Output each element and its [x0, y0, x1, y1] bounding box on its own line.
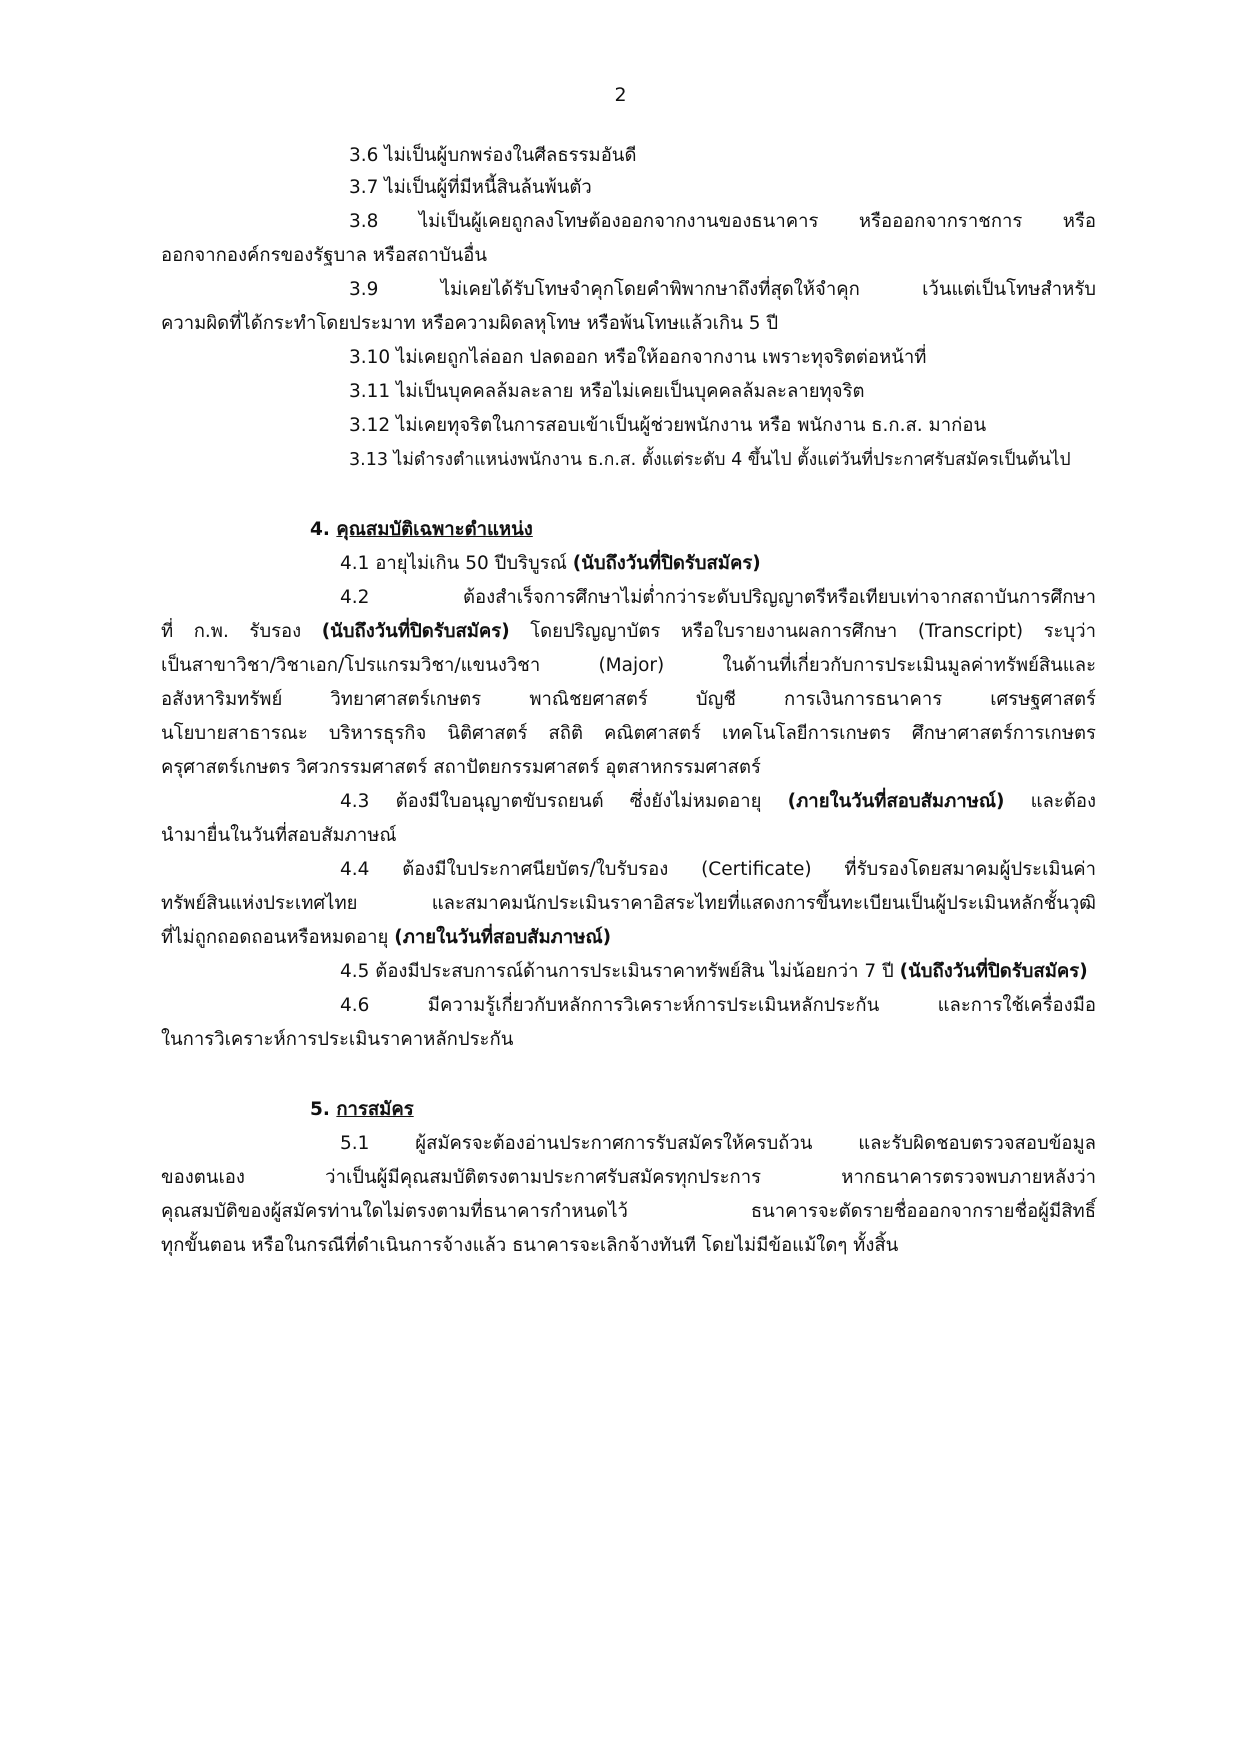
- item-4-2-line4: อสังหาริมทรัพย์ วิทยาศาสตร์เกษตร พาณิชยศาสตร์ บัญชี การเงินการธนาคาร เศรษฐศาสตร์: [161, 689, 1096, 710]
- item-4-2-text-post: โดยปริญญาบัตร หรือใบรายงานผลการศึกษา (Transcript) ระบุว่า: [509, 621, 1096, 642]
- section-5-heading: [310, 1098, 1241, 1122]
- item-3-12: 3.12 ไม่เคยทุจริตในการสอบเข้าเป็นผู้ช่วยพนักงาน หรือ พนักงาน ธ.ก.ส. มาก่อน: [349, 415, 987, 436]
- item-4-2-line3: เป็นสาขาวิชา/วิชาเอก/โปรแกรมวิชา/แขนงวิชา (Major) ในด้านที่เกี่ยวกับการประเมินมูลค่าทรัพย์สินและ: [161, 655, 1096, 676]
- item-5-1-line2: ของตนเอง ว่าเป็นผู้มีคุณสมบัติตรงตามประกาศรับสมัครทุกประการ หากธนาคารตรวจพบภายหลังว่า: [161, 1167, 1096, 1188]
- item-4-6-line2: ในการวิเคราะห์การประเมินราคาหลักประกัน: [161, 1029, 514, 1050]
- item-4-6-line1: 4.6 มีความรู้เกี่ยวกับหลักการวิเคราะห์การประเมินหลักประกัน และการใช้เครื่องมือ: [340, 995, 1096, 1016]
- item-3-10: 3.10 ไม่เคยถูกไล่ออก ปลดออก หรือให้ออกจากงาน เพราะทุจริตต่อหน้าที่: [349, 347, 927, 368]
- item-4-1-text: 4.1 อายุไม่เกิน 50 ปีบริบูรณ์: [340, 553, 573, 574]
- item-4-4-line1: 4.4 ต้องมีใบประกาศนียบัตร/ใบรับรอง (Certificate) ที่รับรองโดยสมาคมผู้ประเมินค่า: [340, 859, 1096, 880]
- item-4-4-text: ที่ไม่ถูกถอดถอนหรือหมดอายุ: [161, 927, 395, 948]
- item-4-1: [340, 552, 1096, 576]
- item-4-5: [340, 960, 1096, 984]
- item-5-1-line1: 5.1 ผู้สมัครจะต้องอ่านประกาศการรับสมัครให้ครบถ้วน และรับผิดชอบตรวจสอบข้อมูล: [340, 1133, 1096, 1154]
- item-3-7: 3.7 ไม่เป็นผู้ที่มีหนี้สินล้นพ้นตัว: [349, 177, 592, 198]
- item-5-1-line3: คุณสมบัติของผู้สมัครท่านใดไม่ตรงตามที่ธนาคารกำหนดไว้ ธนาคารจะตัดรายชื่อออกจากรายชื่อผู้มีสิทธิ์: [161, 1201, 1096, 1222]
- item-4-3-line2: นำมายื่นในวันที่สอบสัมภาษณ์: [161, 825, 397, 846]
- item-4-3-note: (ภายในวันที่สอบสัมภาษณ์): [787, 791, 1005, 812]
- item-3-13: 3.13 ไม่ดำรงตำแหน่งพนักงาน ธ.ก.ส. ตั้งแต่ระดับ 4 ขึ้นไป ตั้งแต่วันที่ประกาศรับสมัครเป็นต้นไป: [349, 450, 1071, 470]
- item-4-3-text-pre: 4.3 ต้องมีใบอนุญาตขับรถยนต์ ซึ่งยังไม่หมดอายุ: [340, 791, 788, 812]
- item-4-3-line1: [340, 790, 1096, 814]
- item-5-1-line4: ทุกขั้นตอน หรือในกรณีที่ดำเนินการจ้างแล้ว ธนาคารจะเลิกจ้างทันที โดยไม่มีข้อแม้ใดๆ ทั้งสิ้น: [161, 1235, 899, 1256]
- page-number: 2: [614, 84, 627, 106]
- item-3-11: 3.11 ไม่เป็นบุคคลล้มละลาย หรือไม่เคยเป็นบุคคลล้มละลายทุจริต: [349, 381, 865, 402]
- item-4-2-line1: 4.2 ต้องสำเร็จการศึกษาไม่ต่ำกว่าระดับปริญญาตรีหรือเทียบเท่าจากสถาบันการศึกษา: [340, 587, 1096, 608]
- item-3-8-line2: ออกจากองค์กรของรัฐบาล หรือสถาบันอื่น: [161, 245, 488, 266]
- item-4-5-note: (นับถึงวันที่ปิดรับสมัคร): [899, 961, 1088, 982]
- item-4-2-line6: ครุศาสตร์เกษตร วิศวกรรมศาสตร์ สถาปัตยกรรมศาสตร์ อุตสาหกรรมศาสตร์: [161, 757, 761, 778]
- item-3-9-line2: ความผิดที่ได้กระทำโดยประมาท หรือความผิดลหุโทษ หรือพ้นโทษแล้วเกิน 5 ปี: [161, 313, 779, 334]
- item-4-2-line5: นโยบายสาธารณะ บริหารธุรกิจ นิติศาสตร์ สถิติ คณิตศาสตร์ เทคโนโลยีการเกษตร ศึกษาศาสตร์การเกษตร: [161, 723, 1096, 744]
- section-4-number: 4.: [310, 519, 330, 540]
- section-4-heading: [310, 518, 1241, 542]
- section-5-title: การสมัคร: [336, 1099, 414, 1120]
- item-4-2-note: (นับถึงวันที่ปิดรับสมัคร): [321, 621, 510, 642]
- item-4-4-note: (ภายในวันที่สอบสัมภาษณ์): [394, 927, 612, 948]
- item-3-9-line1: 3.9 ไม่เคยได้รับโทษจำคุกโดยคำพิพากษาถึงที่สุดให้จำคุก เว้นแต่เป็นโทษสำหรับ: [349, 279, 1096, 300]
- item-3-8-line1: 3.8 ไม่เป็นผู้เคยถูกลงโทษต้องออกจากงานของธนาคาร หรือออกจากราชการ หรือ: [349, 211, 1096, 232]
- section-5-number: 5.: [310, 1099, 330, 1120]
- item-4-3-text-post: และต้อง: [1004, 791, 1096, 812]
- section-4-title: คุณสมบัติเฉพาะตำแหน่ง: [336, 519, 533, 540]
- item-4-4-line2: ทรัพย์สินแห่งประเทศไทย และสมาคมนักประเมินราคาอิสระไทยที่แสดงการขึ้นทะเบียนเป็นผู้ประเมินหลักชั้นวุฒิ: [161, 893, 1096, 914]
- item-4-1-note: (นับถึงวันที่ปิดรับสมัคร): [572, 553, 761, 574]
- item-4-2-line2: [161, 620, 1096, 644]
- item-3-6: 3.6 ไม่เป็นผู้บกพร่องในศีลธรรมอันดี: [349, 145, 637, 166]
- item-4-5-text: 4.5 ต้องมีประสบการณ์ด้านการประเมินราคาทรัพย์สิน ไม่น้อยกว่า 7 ปี: [340, 961, 900, 982]
- item-4-4-line3: [161, 926, 1096, 950]
- item-4-2-text-pre: ที่ ก.พ. รับรอง: [161, 621, 322, 642]
